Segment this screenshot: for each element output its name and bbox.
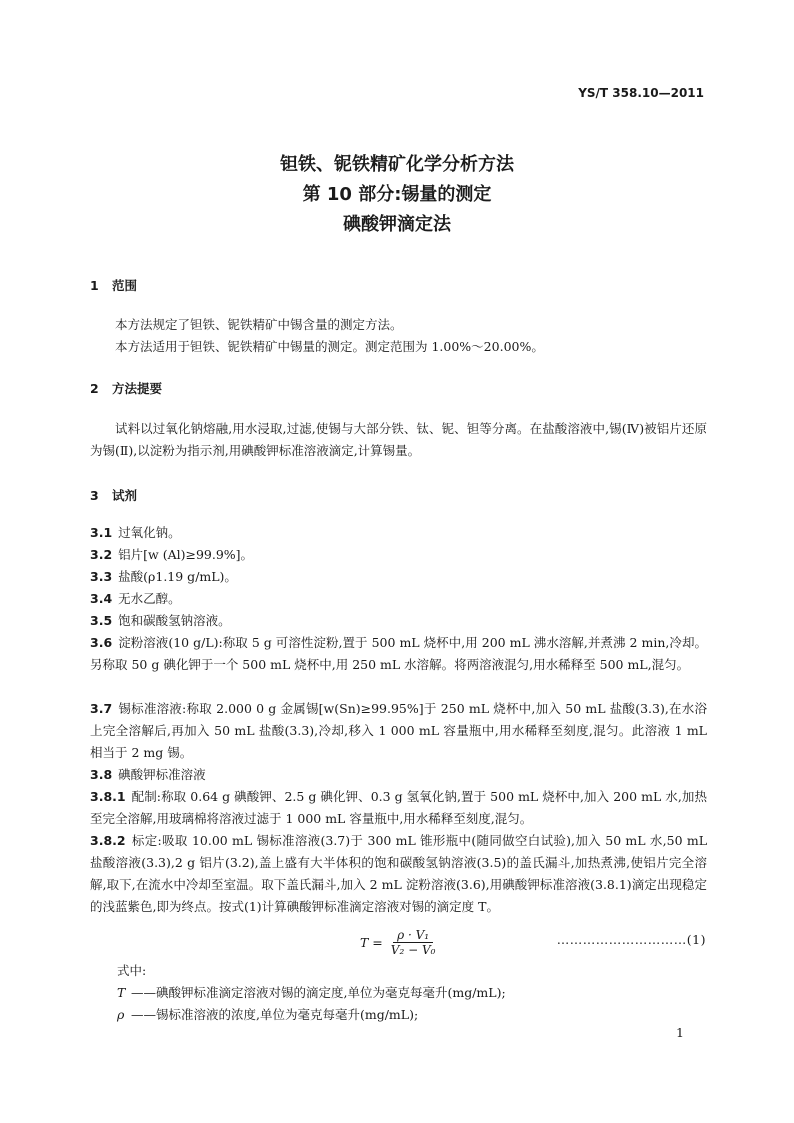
page-number: 1: [676, 1025, 684, 1040]
section-number: 1: [90, 278, 99, 293]
clause-3-4: [90, 588, 707, 610]
paragraph: 本方法适用于钽铁、铌铁精矿中锡量的测定。测定范围为 1.00%～20.00%。: [115, 339, 544, 354]
title-line-1: 钽铁、铌铁精矿化学分析方法: [280, 154, 514, 175]
clause-text: 标定:吸取 10.00 mL 锡标准溶液(3.7)于 300 mL 锥形瓶中(随同做空白试验),加入 50 mL 水,50 mL 盐酸溶液(3.3),2 g 铝片(3.2),盖上盛有大半体积的饱和碳酸氢钠溶液(3.5)的盖氏漏斗,加热煮沸,使铝片完全溶解,取下,在流水中冷却至室温。取下盖氏漏斗,加入 2 mL 淀粉溶液(3.6),用碘酸钾标准溶液(3.8.1)滴定出现稳定的浅蓝紫色,即为终点。按式(1)计算碘酸钾标准滴定溶液对锡的滴定度 T。: [90, 833, 707, 914]
formula-numerator: ρ · V₁: [393, 928, 433, 943]
clause-3-7: [90, 698, 707, 764]
clause-text: 饱和碳酸氢钠溶液。: [118, 613, 231, 628]
paragraph: 试料以过氧化钠熔融,用水浸取,过滤,使锡与大部分铁、钛、铌、钽等分离。在盐酸溶液中,锡(Ⅳ)被铝片还原为锡(Ⅱ),以淀粉为指示剂,用碘酸钾标准溶液滴定,计算锡量。: [90, 421, 707, 458]
section-1-heading: [90, 276, 137, 294]
clause-number: 3.8.2: [90, 833, 126, 848]
clause-text: 锡标准溶液:称取 2.000 0 g 金属锡[w(Sn)≥99.95%]于 250 mL 烧杯中,加入 50 mL 盐酸(3.3),在水浴上完全溶解后,再加入 50 mL 盐酸(3.3),冷却,移入 1 000 mL 容量瓶中,用水稀释至刻度,混匀。此溶液 1 mL 相当于 2 mg 锡。: [90, 701, 707, 760]
clause-3-8-1: [90, 786, 707, 830]
clause-number: 3.7: [90, 701, 113, 716]
clause-3-3: [90, 566, 707, 588]
clause-text: 铝片[w (Al)≥99.9%]。: [118, 547, 254, 562]
clause-3-8: [90, 764, 707, 786]
clause-number: 3.2: [90, 547, 113, 562]
title-line-2: 第 10 部分:锡量的测定: [302, 184, 492, 205]
where-intro: 式中:: [117, 963, 147, 978]
section-title: 方法提要: [112, 381, 163, 396]
section-3-heading: [90, 486, 137, 504]
clause-3-5: [90, 610, 707, 632]
clause-text: 碘酸钾标准溶液: [118, 767, 206, 782]
section-title: 试剂: [112, 488, 138, 503]
definition-row: [117, 1004, 418, 1026]
clause-number: 3.3: [90, 569, 113, 584]
clause-3-8-2: [90, 830, 707, 918]
clause-number: 3.8.1: [90, 789, 126, 804]
formula-fraction: [387, 928, 440, 957]
formula-1: [360, 928, 439, 957]
clause-number: 3.8: [90, 767, 113, 782]
clause-number: 3.5: [90, 613, 113, 628]
clause-number: 3.6: [90, 635, 113, 650]
clause-text: 过氧化钠。: [118, 525, 181, 540]
section-number: 3: [90, 488, 99, 503]
clause-text: 淀粉溶液(10 g/L):称取 5 g 可溶性淀粉,置于 500 mL 烧杯中,用 200 mL 沸水溶解,并煮沸 2 min,冷却。另称取 50 g 碘化钾于一个 500 mL 烧杯中,用 250 mL 水溶解。将两溶液混匀,用水稀释至 500 mL,混匀。: [90, 635, 707, 672]
definition-text: ——碘酸钾标准滴定溶液对锡的滴定度,单位为毫克每毫升(mg/mL);: [131, 985, 506, 1000]
clause-3-1: [90, 522, 707, 544]
section-2-heading: [90, 379, 162, 397]
title-line-3: 碘酸钾滴定法: [343, 214, 451, 235]
section-title: 范围: [112, 278, 138, 293]
clause-number: 3.1: [90, 525, 113, 540]
definition-row: [117, 982, 506, 1004]
clause-number: 3.4: [90, 591, 113, 606]
standard-code: YS/T 358.10—2011: [578, 86, 704, 100]
paragraph: 本方法规定了钽铁、铌铁精矿中锡含量的测定方法。: [115, 317, 403, 332]
clause-text: 配制:称取 0.64 g 碘酸钾、2.5 g 碘化钾、0.3 g 氢氧化钠,置于 500 mL 烧杯中,加入 200 mL 水,加热至完全溶解,用玻璃棉将溶液过滤于 1 000 mL 容量瓶中,用水稀释至刻度,混匀。: [90, 789, 707, 826]
section-number: 2: [90, 381, 99, 396]
clause-3-2: [90, 544, 707, 566]
definition-symbol: ρ: [117, 1007, 125, 1022]
definition-symbol: T: [117, 985, 126, 1000]
definition-text: ——锡标准溶液的浓度,单位为毫克每毫升(mg/mL);: [131, 1007, 419, 1022]
clause-3-6: [90, 632, 707, 676]
clause-text: 无水乙醇。: [118, 591, 181, 606]
formula-lhs: T =: [360, 935, 383, 950]
equation-number: …………………………(1): [556, 932, 706, 947]
formula-denominator: V₂ − V₀: [390, 943, 436, 957]
clause-text: 盐酸(ρ1.19 g/mL)。: [118, 569, 237, 584]
